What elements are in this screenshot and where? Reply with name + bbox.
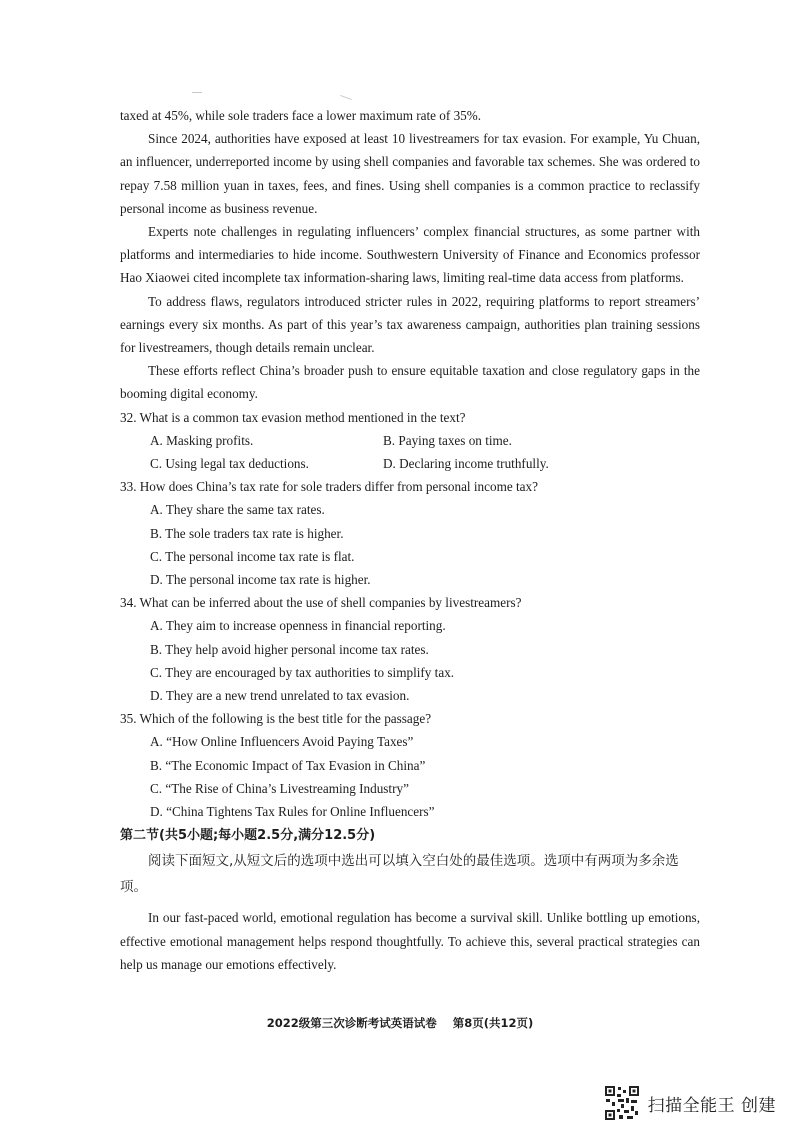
question-34: [120, 591, 700, 707]
passage-paragraph: To address flaws, regulators introduced stricter rules in 2022, requiring platforms to report streamers’ earnings every six months. As part of this year’s tax awareness campaign, authorities plan training sessions for livestreamers, though details remain unclear.: [120, 293, 700, 356]
exam-title: 2022级第三次诊断考试英语试卷: [266, 1016, 437, 1030]
question-stem: 34. What can be inferred about the use of shell companies by livestreamers?: [120, 595, 522, 611]
option-b[interactable]: B. Paying taxes on time.: [383, 432, 512, 448]
scan-speck: [340, 95, 352, 100]
option-c[interactable]: C. Using legal tax deductions.: [150, 456, 309, 472]
option-d[interactable]: D. They are a new trend unrelated to tax evasion.: [150, 688, 410, 704]
passage-paragraph: taxed at 45%, while sole traders face a lower maximum rate of 35%.: [120, 108, 482, 123]
passage-paragraph: Since 2024, authorities have exposed at least 10 livestreamers for tax evasion. For example, Yu Chuan, an influencer, underreported income by using shell companies and favorable tax schemes. She was ordered to repay 7.58 million yuan in taxes, fees, and fines. Using shell companies is a common practice to reclassify personal income as business revenue.: [120, 131, 700, 216]
option-d[interactable]: D. “China Tightens Tax Rules for Online Influencers”: [150, 804, 435, 820]
option-b[interactable]: B. “The Economic Impact of Tax Evasion in China”: [150, 757, 426, 773]
option-b[interactable]: B. The sole traders tax rate is higher.: [150, 525, 344, 541]
scanner-watermark: [604, 1085, 776, 1121]
qr-code-icon: [604, 1085, 640, 1121]
reading-content: [120, 104, 700, 976]
passage-paragraph: Experts note challenges in regulating influencers’ complex financial structures, as some partner with platforms and intermediaries to hide income. Southwestern University of Finance and Economics professor Hao Xiaowei cited incomplete tax information-sharing laws, limiting real-time data access from platforms.: [120, 224, 700, 286]
scan-speck: [192, 92, 202, 93]
option-c[interactable]: C. The personal income tax rate is flat.: [150, 548, 355, 564]
watermark-text: 扫描全能王 创建: [647, 1095, 776, 1116]
question-33: [120, 475, 700, 591]
option-a[interactable]: A. “How Online Influencers Avoid Paying Taxes”: [150, 734, 414, 750]
option-d[interactable]: D. Declaring income truthfully.: [383, 456, 549, 472]
section-heading: 第二节(共5小题;每小题2.5分,满分12.5分): [120, 828, 376, 844]
option-d[interactable]: D. The personal income tax rate is higher.: [150, 572, 371, 588]
question-32: [120, 406, 700, 476]
option-c[interactable]: C. They are encouraged by tax authorities to simplify tax.: [150, 664, 455, 680]
option-a[interactable]: A. Masking profits.: [150, 432, 254, 448]
cloze-passage: In our fast-paced world, emotional regulation has become a survival skill. Unlike bottling up emotions, effective emotional management helps respond thoughtfully. To achieve this, several practical strategies can help us manage our emotions effectively.: [120, 910, 700, 972]
section-instruction: 阅读下面短文,从短文后的选项中选出可以填入空白处的最佳选项。选项中有两项为多余选项。: [120, 853, 679, 896]
page-number: 第8页(共12页): [452, 1016, 534, 1030]
passage-paragraph: These efforts reflect China’s broader push to ensure equitable taxation and close regulatory gaps in the booming digital economy.: [120, 363, 700, 402]
question-stem: 33. How does China’s tax rate for sole traders differ from personal income tax?: [120, 479, 538, 495]
option-b[interactable]: B. They help avoid higher personal income tax rates.: [150, 641, 429, 657]
option-c[interactable]: C. “The Rise of China’s Livestreaming Industry”: [150, 780, 409, 796]
option-a[interactable]: A. They share the same tax rates.: [150, 502, 325, 518]
option-a[interactable]: A. They aim to increase openness in financial reporting.: [150, 618, 446, 634]
question-35: [120, 707, 700, 823]
option-row: [120, 429, 700, 452]
option-row: [120, 452, 700, 475]
page-footer: [0, 1015, 800, 1031]
question-stem: 32. What is a common tax evasion method mentioned in the text?: [120, 409, 466, 425]
question-stem: 35. Which of the following is the best title for the passage?: [120, 711, 432, 727]
